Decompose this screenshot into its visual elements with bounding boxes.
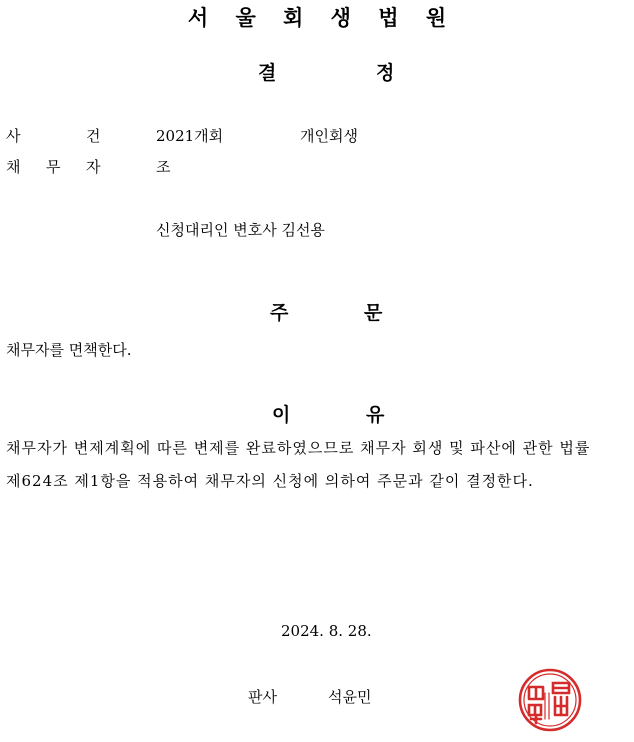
order-heading-part2: 문 bbox=[364, 302, 383, 324]
case-label-char-2: 건 bbox=[86, 127, 101, 145]
case-number: 2021개회 bbox=[156, 127, 224, 145]
court-name: 서 울 회 생 법 원 bbox=[187, 6, 457, 30]
reason-text-line2: 제624조 제1항을 적용하여 채무자의 신청에 의하여 주문과 같이 결정한다. bbox=[6, 472, 534, 490]
case-type: 개인회생 bbox=[300, 127, 358, 145]
reason-heading-part1: 이 bbox=[272, 404, 291, 426]
court-seal-icon bbox=[517, 667, 583, 733]
reason-text-line1: 채무자가 변제계획에 따른 변제를 완료하였으므로 채무자 회생 및 파산에 관한 법률 bbox=[6, 439, 591, 457]
doc-title-part1: 결 bbox=[258, 62, 277, 84]
attorney-line: 신청대리인 변호사 김선용 bbox=[156, 221, 325, 239]
reason-heading-part2: 유 bbox=[366, 404, 385, 426]
debtor-label-char-2: 무 bbox=[46, 158, 61, 176]
case-label-char-1: 사 bbox=[6, 127, 21, 145]
debtor-label-char-3: 자 bbox=[86, 158, 101, 176]
debtor-name: 조 bbox=[156, 158, 171, 176]
doc-title-part2: 정 bbox=[376, 62, 395, 84]
judge-name: 석윤민 bbox=[328, 688, 372, 706]
decision-date: 2024. 8. 28. bbox=[281, 622, 372, 640]
debtor-label-char-1: 채 bbox=[6, 158, 21, 176]
order-heading-part1: 주 bbox=[270, 302, 289, 324]
order-text: 채무자를 면책한다. bbox=[6, 341, 132, 359]
judge-title: 판사 bbox=[248, 688, 277, 706]
